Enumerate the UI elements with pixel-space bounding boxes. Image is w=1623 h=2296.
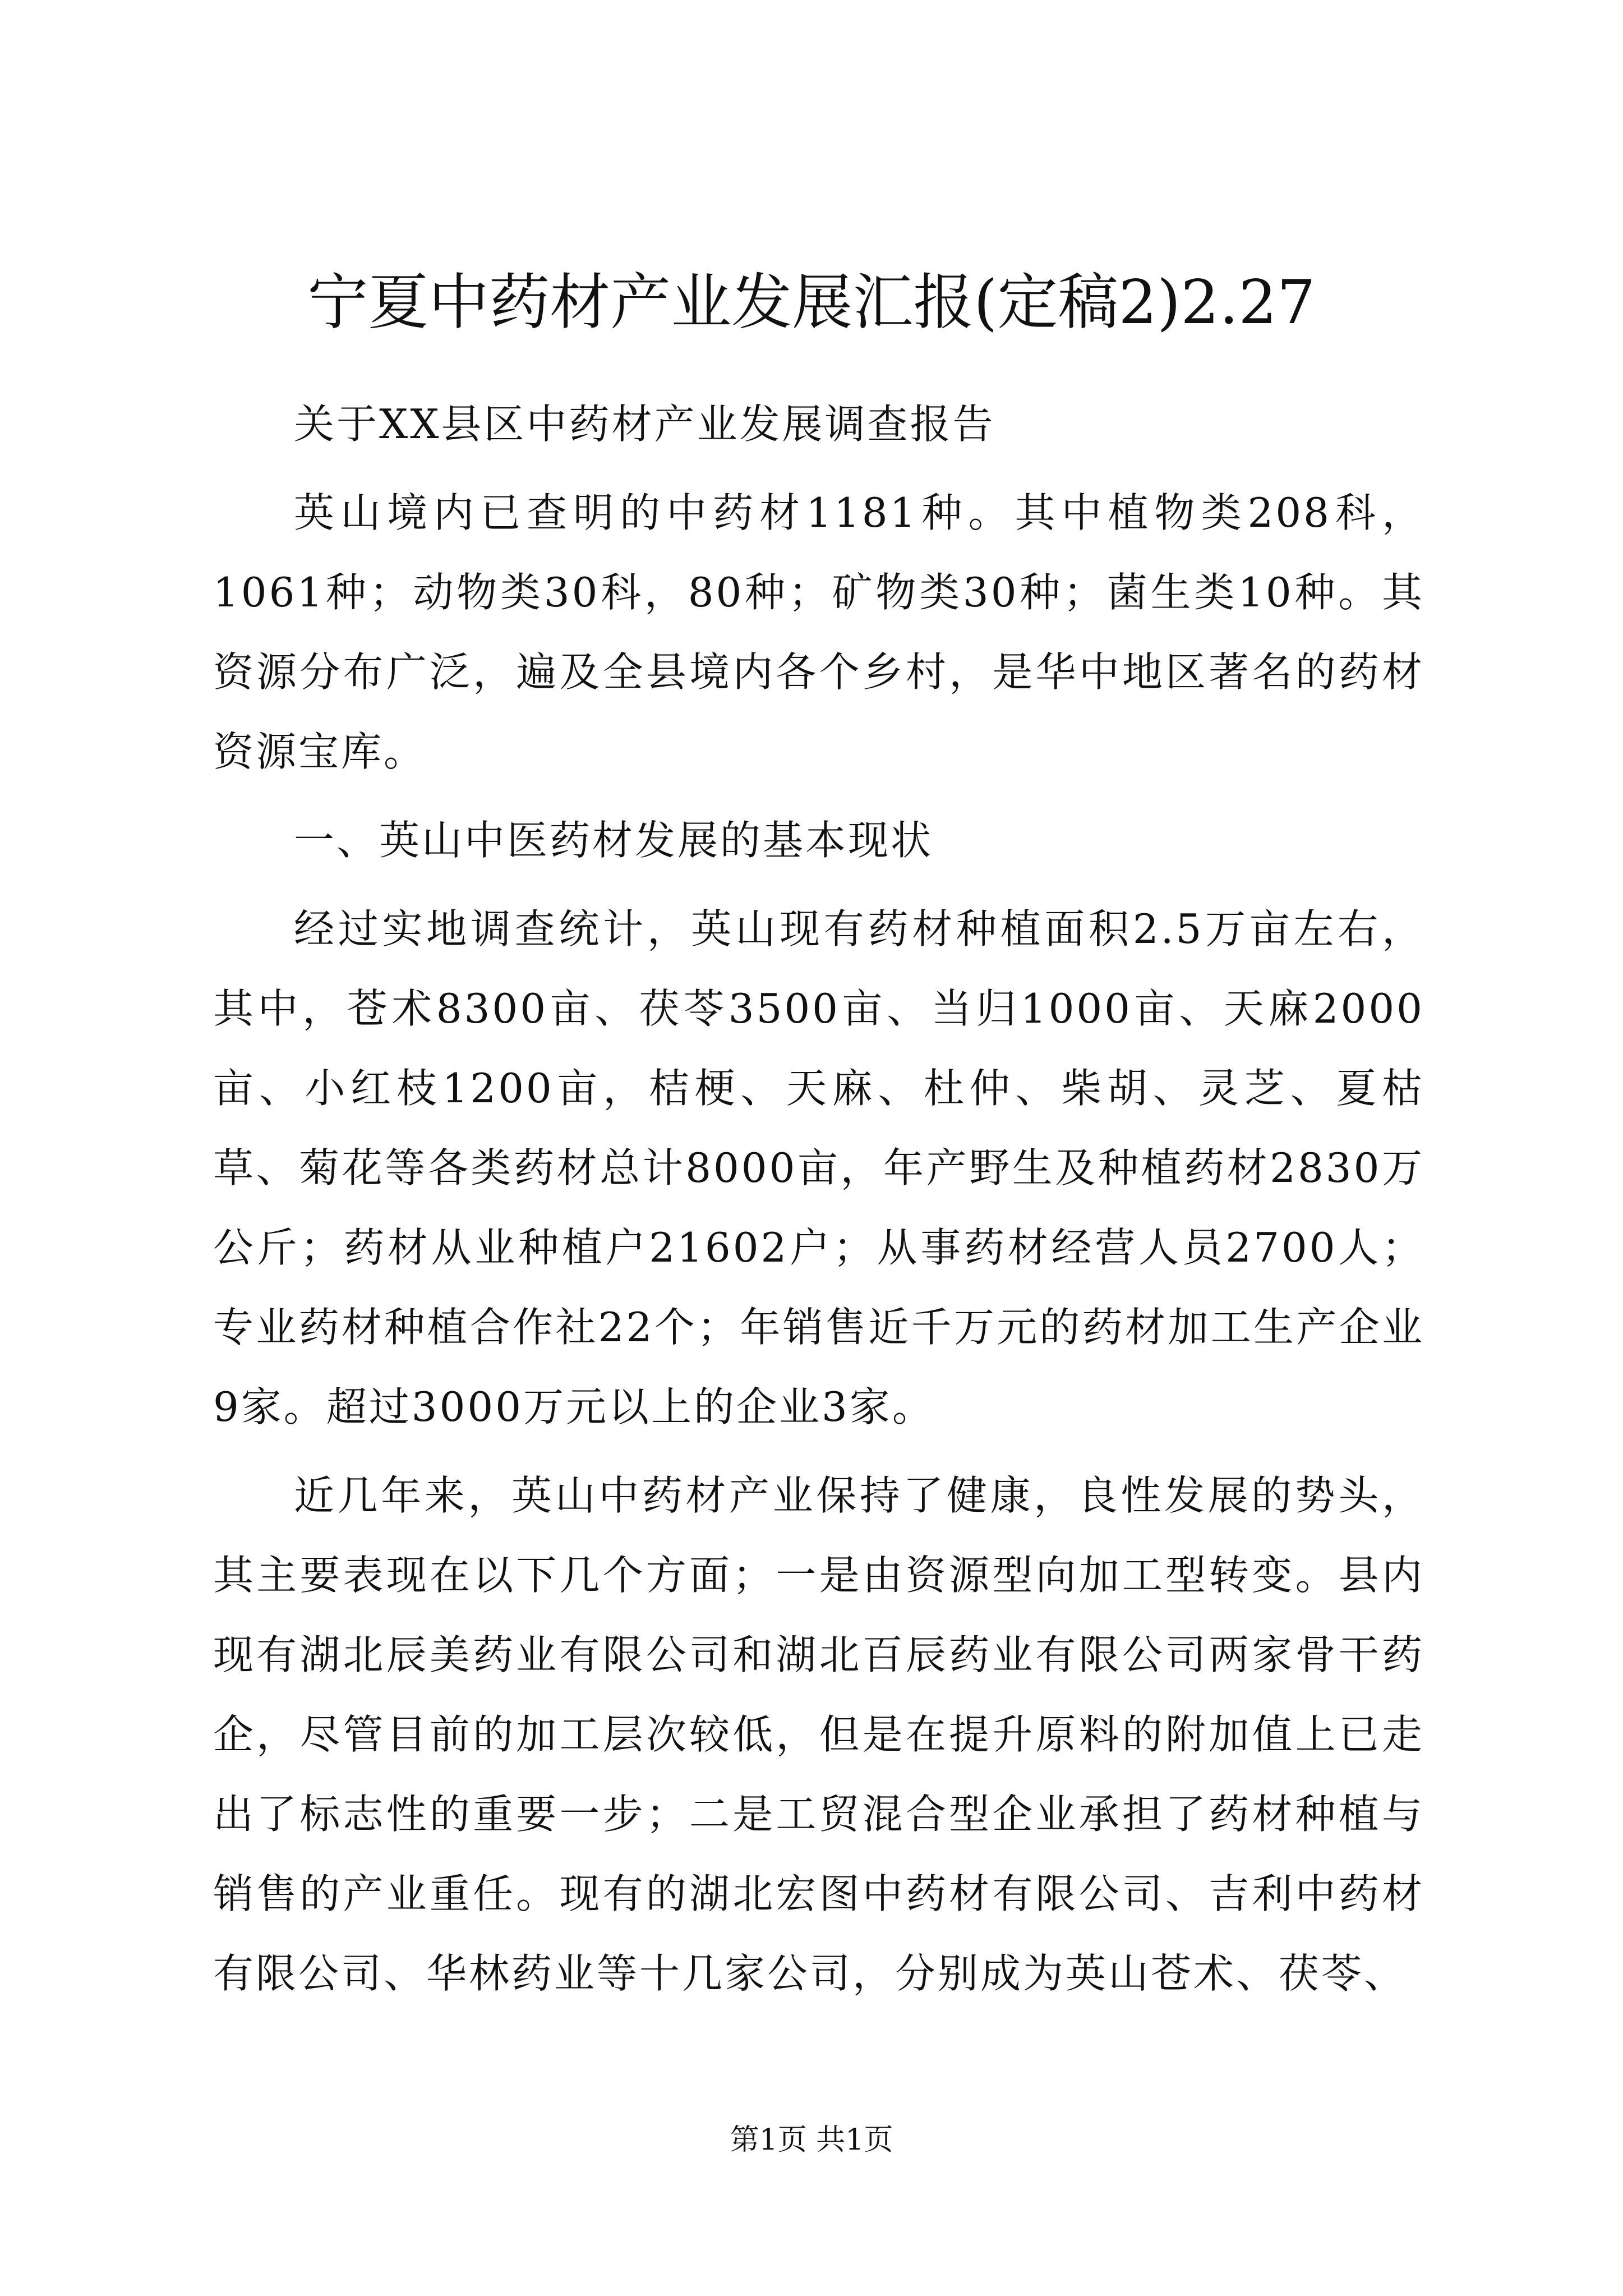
section-heading-status: 一、英山中医药材发展的基本现状 bbox=[294, 817, 934, 864]
document-title: 宁夏中药材产业发展汇报(定稿2)2.27 bbox=[307, 268, 1316, 338]
document-body bbox=[213, 384, 1424, 2022]
report-subtitle: 关于XX县区中药材产业发展调查报告 bbox=[294, 401, 995, 448]
paragraph-resources: 英山境内已查明的中药材1181种。其中植物类208科，1061种；动物类30科，80种；矿物类30种；菌生类10种。其资源分布广泛，遍及全县境内各个乡村，是华中地区著名的药材资源宝库。 bbox=[213, 489, 1424, 775]
paragraph-statistics: 经过实地调查统计，英山现有药材种植面积2.5万亩左右，其中，苍术8300亩、茯苓3500亩、当归1000亩、天麻2000亩、小红枝1200亩，桔梗、天麻、杜仲、柴胡、灵芝、夏枯草、菊花等各类药材总计8000亩，年产野生及种植药材2830万公斤；药材从业种植户21602户；从事药材经营人员2700人；专业药材种植合作社22个；年销售近千万元的药材加工生产企业9家。超过3000万元以上的企业3家。 bbox=[213, 905, 1424, 1430]
paragraph-development: 近几年来，英山中药材产业保持了健康，良性发展的势头，其主要表现在以下几个方面；一是由资源型向加工型转变。县内现有湖北辰美药业有限公司和湖北百辰药业有限公司两家骨干药企，尽管目前的加工层次较低，但是在提升原料的附加值上已走出了标志性的重要一步；二是工贸混合型企业承担了药材种植与销售的产业重任。现有的湖北宏图中药材有限公司、吉利中药材有限公司、华林药业等十几家公司，分别成为英山苍术、茯苓、 bbox=[213, 1472, 1424, 1997]
page-footer: 第1页 共1页 bbox=[730, 2123, 893, 2157]
